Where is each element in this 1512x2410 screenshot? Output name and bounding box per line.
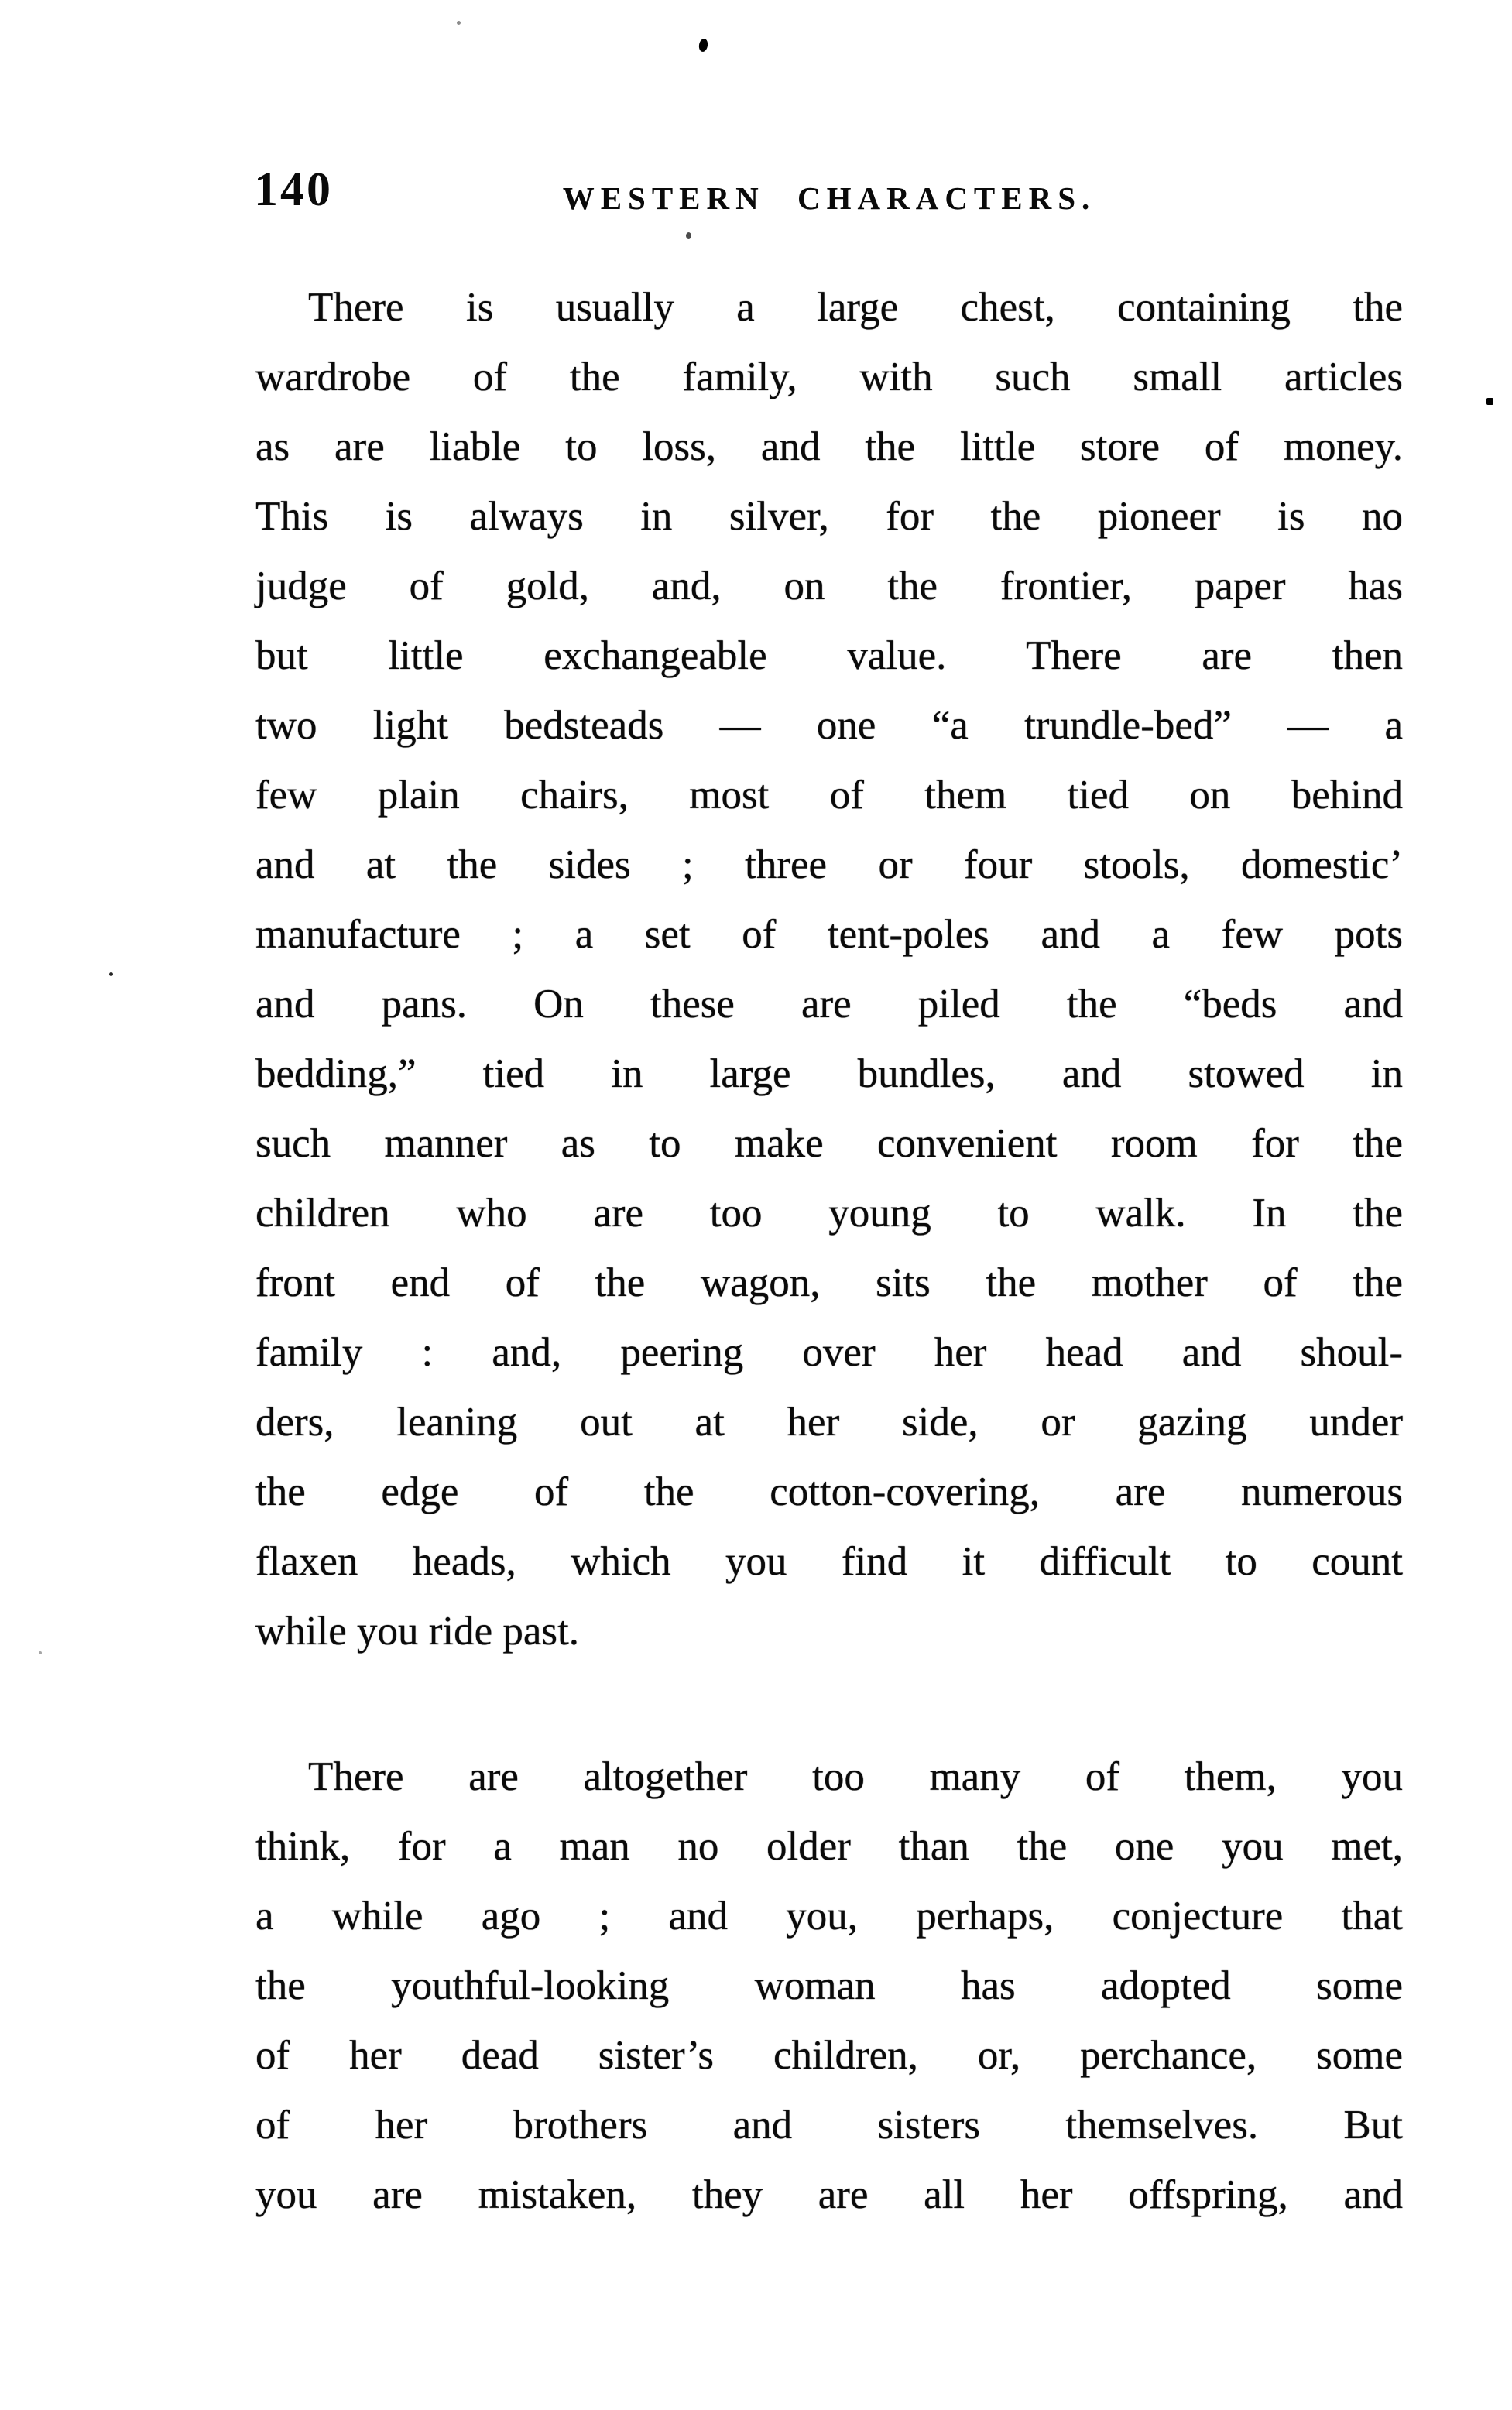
- text-line: front end of the wagon, sits the mother of the: [255, 1260, 1403, 1305]
- scan-speck: [1486, 398, 1493, 405]
- text-line: bedding,” tied in large bundles, and stowed in: [255, 1051, 1403, 1096]
- text-line: few plain chairs, most of them tied on behind: [255, 773, 1403, 818]
- scan-speck: [698, 38, 709, 53]
- text-block: [255, 273, 1403, 2230]
- text-line: of her brothers and sisters themselves. But: [255, 2103, 1403, 2148]
- page-number: 140: [254, 163, 333, 216]
- scan-speck: [686, 232, 691, 239]
- running-head: WESTERN CHARACTERS.: [562, 180, 1096, 216]
- scan-speck: [457, 21, 461, 25]
- text-line: and at the sides ; three or four stools, domestic’: [255, 842, 1403, 887]
- text-line: ders, leaning out at her side, or gazing under: [255, 1400, 1403, 1445]
- text-line: family : and, peering over her head and shoul-: [255, 1330, 1403, 1375]
- text-line: judge of gold, and, on the frontier, paper has: [255, 564, 1403, 608]
- text-line: while you ride past.: [255, 1609, 580, 1654]
- scan-speck: [109, 972, 113, 976]
- text-line: two light bedsteads — one “a trundle-bed” — a: [255, 703, 1403, 748]
- text-line: This is always in silver, for the pioneer is no: [255, 494, 1403, 539]
- text-line: the youthful-looking woman has adopted some: [255, 1963, 1403, 2008]
- text-line: as are liable to loss, and the little store of money.: [255, 424, 1403, 469]
- text-line: you are mistaken, they are all her offspring, and: [255, 2172, 1403, 2217]
- text-line: wardrobe of the family, with such small articles: [255, 355, 1403, 399]
- scan-speck: [39, 1651, 42, 1654]
- text-line: manufacture ; a set of tent-poles and a few pots: [255, 912, 1403, 957]
- text-line: think, for a man no older than the one you met,: [255, 1824, 1403, 1869]
- text-line: children who are too young to walk. In the: [255, 1191, 1403, 1236]
- paragraph: [255, 273, 1403, 1666]
- text-line: There are altogether too many of them, you: [308, 1754, 1403, 1799]
- text-line: and pans. On these are piled the “beds and: [255, 982, 1403, 1027]
- text-line: such manner as to make convenient room for the: [255, 1121, 1403, 1166]
- text-line: but little exchangeable value. There are then: [255, 633, 1403, 678]
- text-line: flaxen heads, which you find it difficult to count: [255, 1539, 1403, 1584]
- text-line: the edge of the cotton-covering, are numerous: [255, 1469, 1403, 1514]
- text-line: There is usually a large chest, containing the: [308, 285, 1403, 330]
- text-line: a while ago ; and you, perhaps, conjecture that: [255, 1894, 1403, 1939]
- text-line: of her dead sister’s children, or, perchance, some: [255, 2033, 1403, 2078]
- paragraph: [255, 1742, 1403, 2230]
